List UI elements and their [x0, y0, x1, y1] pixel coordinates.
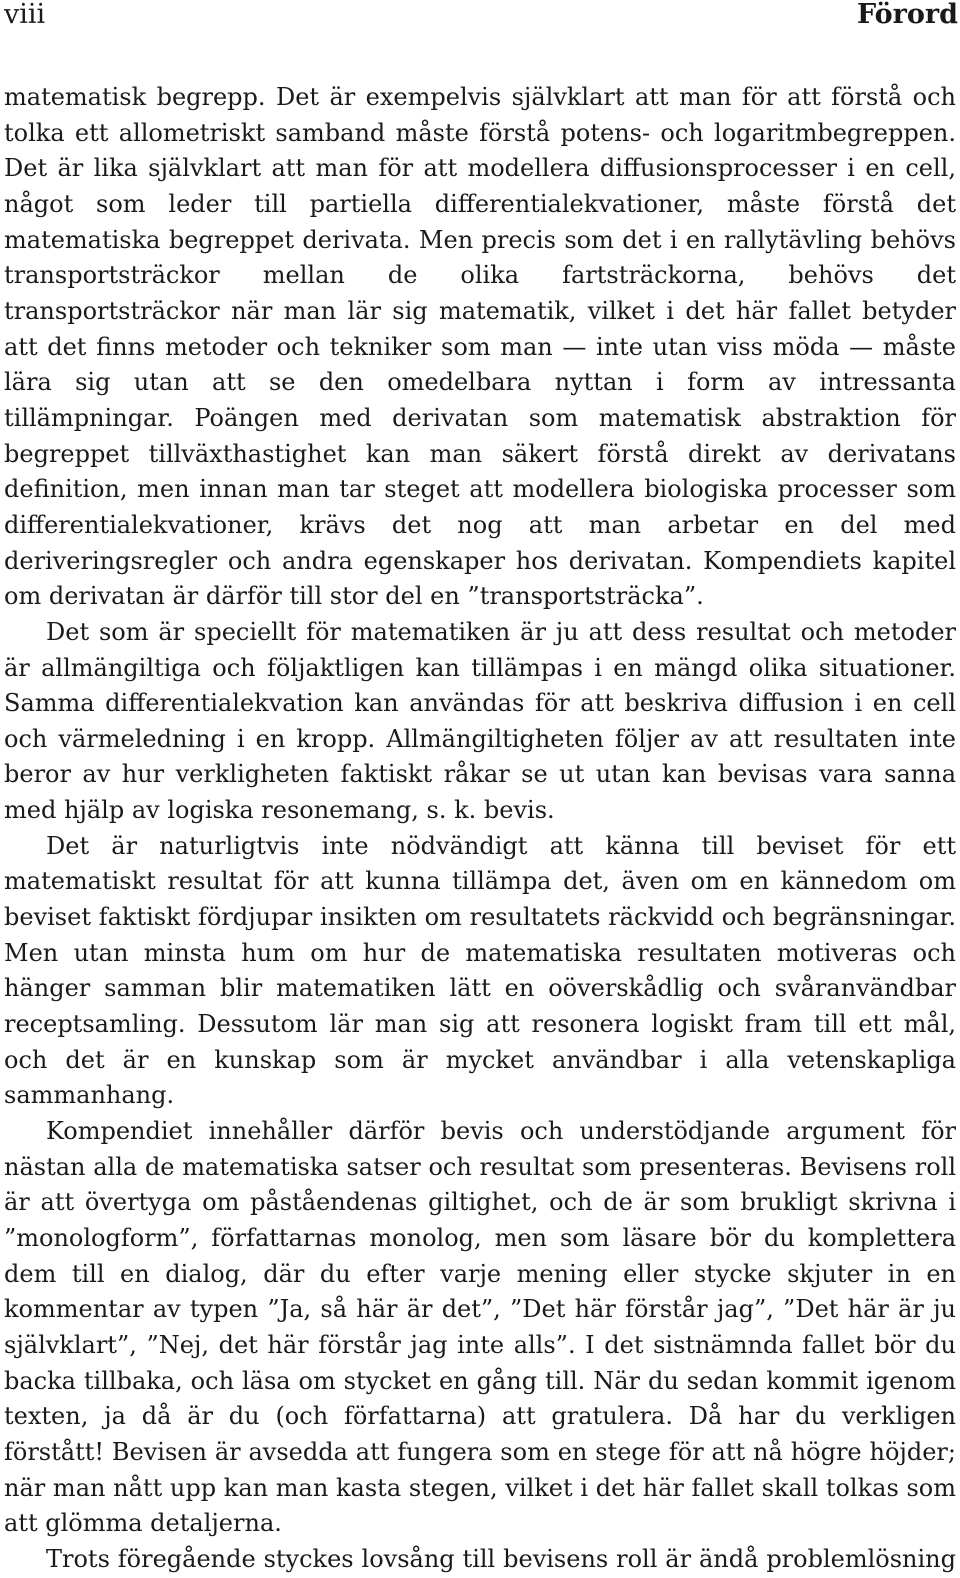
body-text [4, 80, 956, 1578]
chapter-title: Förord [856, 0, 958, 30]
paragraph: Det som är speciellt för matematiken är ju att dess resultat och metoder är allmängiltiga och följaktligen kan tillämpas i en mängd olika situationer. Samma differentialekvation kan användas för att beskriva diffusion i en cell och värmeledning i en kropp. Allmängiltigheten följer av att resultaten inte beror av hur verkligheten faktiskt råkar se ut utan kan bevisas vara sanna med hjälp av logiska resonemang, s. k. bevis. [4, 617, 956, 825]
running-header [4, 0, 958, 36]
paragraph: Det är naturligtvis inte nödvändigt att känna till beviset för ett matematiskt resultat för att kunna tillämpa det, även om en kännedom om beviset faktiskt fördjupar insikten om resultatets räckvidd och begränsningar. Men utan minsta hum om hur de matematiska resultaten motiveras och hänger samman blir matematiken lätt en oöverskådlig och svåranvändbar receptsamling. Dessutom lär man sig att resonera logiskt fram till ett mål, och det är en kunskap som är mycket användbar i alla vetenskapliga sammanhang. [4, 831, 956, 1110]
page-number: viii [4, 0, 46, 30]
paragraph: Kompendiet innehåller därför bevis och understödjande argument för nästan alla de matematiska satser och resultat som presenteras. Bevisens roll är att övertyga om påståendenas giltighet, och de är som brukligt skrivna i ”monologform”, författarnas monolog, men som läsare bör du komplettera dem till en dialog, där du efter varje mening eller stycke skjuter in en kommentar av typen ”Ja, så här är det”, ”Det här förstår jag”, ”Det här är ju självklart”, ”Nej, det här förstår jag inte alls”. I det sistnämnda fallet bör du backa tillbaka, och läsa om stycket en gång till. När du sedan kommit igenom texten, ja då är du (och författarna) att gratulera. Då har du verkligen förstått! Bevisen är avsedda att fungera som en stege för att nå högre höjder; när man nått upp kan man kasta stegen, vilket i det här fallet skall tolkas som att glömma detaljerna. [4, 1117, 956, 1538]
paragraph-continued: matematisk begrepp. Det är exempelvis självklart att man för att förstå och tolka ett allometriskt samband måste förstå potens- och logaritmbegreppen. Det är lika självklart att man för att modellera diffusionsprocesser i en cell, något som leder till partiella differentialekvationer, måste förstå det matematiska begreppet derivata. Men precis som det i en rallytävling behövs transportsträckor mellan de olika fartsträckorna, behövs det transportsträckor när man lär sig matematik, vilket i det här fallet betyder att det finns metoder och tekniker som man — inte utan viss möda — måste lära sig utan att se den omedelbara nyttan i form av intressanta tillämpningar. Poängen med derivatan som matematisk abstraktion för begreppet tillväxthastighet kan man säkert förstå direkt av derivatans definition, men innan man tar steget att modellera biologiska processer som differentialekvationer, krävs det nog att man arbetar en del med deriveringsregler och andra egenskaper hos derivatan. Kompendiets kapitel om derivatan är därför till stor del en ”transportsträcka”. [4, 83, 956, 611]
paragraph-continues: Trots föregående styckes lovsång till bevisens roll är ändå problemlösning [46, 1544, 956, 1573]
